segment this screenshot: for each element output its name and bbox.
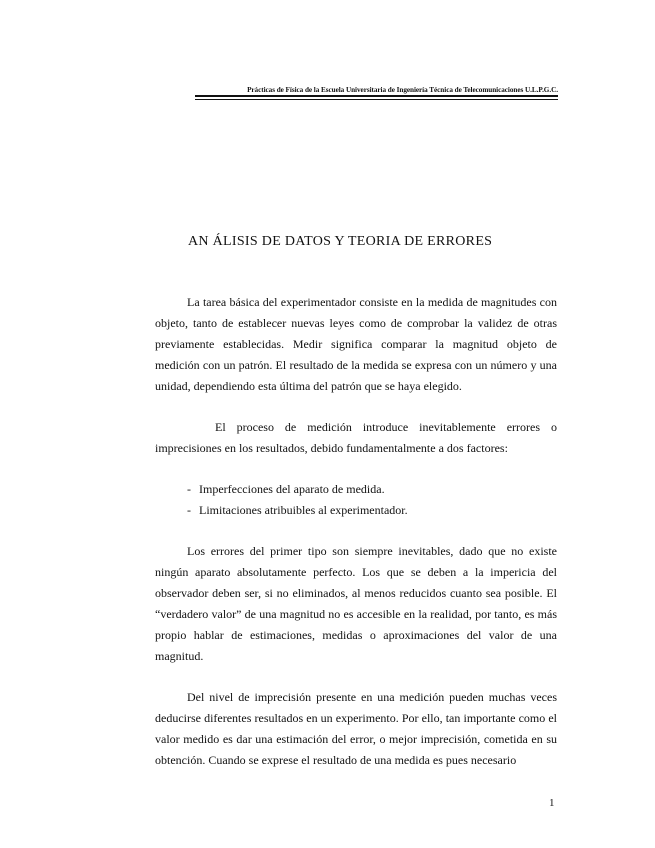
header-rule-thick: [195, 95, 558, 97]
paragraph-imprecision: Del nivel de imprecisión presente en una medición pueden muchas veces deducirse diferentes resultados en un experimento. Por ello, tan importante como el valor medido es dar una estimación del error, o mejor imprecisión, cometida en su obtención. Cuando se exprese el resultado de una medida es pues necesario: [155, 690, 557, 767]
list-dash: -: [187, 503, 191, 517]
list-item-text: Imperfecciones del aparato de medida.: [199, 482, 385, 496]
list-dash: -: [187, 482, 191, 496]
factor-list: [155, 479, 557, 521]
list-item: [155, 500, 557, 521]
paragraph-error-types: Los errores del primer tipo son siempre inevitables, dado que no existe ningún aparato absolutamente perfecto. Los que se deben a la impericia del observador deben ser, si no eliminados, al menos reducidos cuanto sea posible. El “verdadero valor” de una magnitud no es accesible en la realidad, por tanto, es más propio hablar de estimaciones, medidas o aproximaciones del valor de una magnitud.: [155, 544, 557, 663]
paragraph-intro: La tarea básica del experimentador consiste en la medida de magnitudes con objeto, tanto de establecer nuevas leyes como de comprobar la validez de otras previamente establecidas. Medir significa comparar la magnitud objeto de medición con un patrón. El resultado de la medida se expresa con un número y una unidad, dependiendo esta última del patrón que se haya elegido.: [155, 295, 557, 393]
list-item: [155, 479, 557, 500]
document-title: AN ÁLISIS DE DATOS Y TEORIA DE ERRORES: [188, 234, 493, 249]
header-rule-thin: [195, 99, 558, 100]
list-item-text: Limitaciones atribuibles al experimentador.: [199, 503, 408, 517]
running-header: Prácticas de Física de la Escuela Universitaria de Ingeniería Técnica de Telecomunicaciones U.L.P.G.C.: [247, 86, 558, 94]
page-number: 1: [549, 797, 555, 809]
paragraph-error-sources: El proceso de medición introduce inevitablemente errores o imprecisiones en los resultados, debido fundamentalmente a dos factores:: [155, 420, 557, 455]
body-text: [155, 292, 557, 771]
